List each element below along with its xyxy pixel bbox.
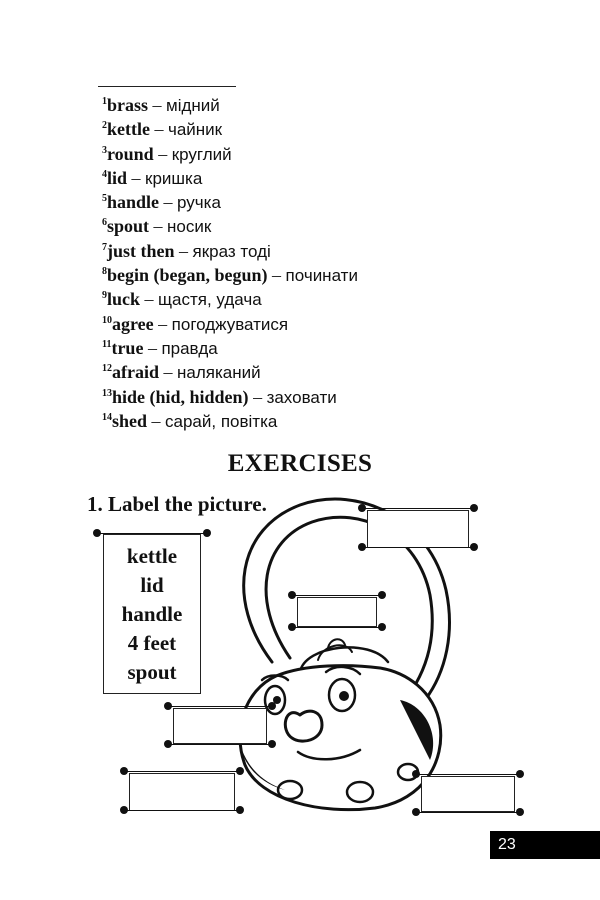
glossary-word: agree	[112, 313, 154, 334]
dash: –	[152, 95, 162, 115]
footnote-number: 2	[102, 120, 107, 132]
word-bank-item: handle	[121, 602, 183, 626]
dash: –	[151, 410, 161, 431]
dash: –	[144, 289, 154, 310]
footnote-number: 10	[102, 314, 112, 326]
glossary-word: round	[107, 143, 154, 164]
exercise-instruction: 1. Label the picture.	[87, 492, 267, 516]
word-bank-item: spout	[127, 660, 177, 684]
footnote-number: 7	[102, 241, 107, 253]
dash: –	[158, 313, 168, 334]
dash: –	[153, 216, 163, 237]
glossary-translation: якраз тоді	[192, 241, 271, 261]
footnote-number: 4	[102, 168, 107, 180]
page-number: 23	[490, 831, 600, 859]
footnote-number: 12	[102, 363, 112, 375]
dash: –	[163, 192, 173, 213]
glossary-translation: носик	[167, 217, 212, 237]
foot	[347, 782, 373, 802]
glossary-translation: починати	[285, 266, 358, 286]
footnote-number: 13	[102, 387, 112, 399]
word-bank-item: 4 feet	[127, 631, 177, 655]
glossary-translation: мідний	[166, 96, 220, 115]
glossary-translation: погоджуватися	[171, 314, 289, 334]
glossary-word: true	[111, 337, 144, 358]
footnote-number: 5	[102, 193, 107, 205]
glossary-translation: ручка	[177, 193, 221, 213]
glossary-translation: чайник	[167, 120, 223, 140]
glossary-translation: заховати	[266, 387, 337, 407]
exercises-heading: EXERCISES	[227, 450, 373, 477]
dash: –	[163, 362, 173, 383]
footnote-number: 8	[102, 266, 107, 278]
glossary-translation: круглий	[171, 144, 232, 164]
footnote-number: 11	[102, 338, 112, 350]
glossary-translation: правда	[161, 338, 218, 358]
glossary-word: shed	[112, 410, 148, 431]
glossary-word: handle	[107, 192, 160, 213]
dash: –	[253, 386, 263, 407]
glossary-word: hide (hid, hidden)	[112, 386, 249, 407]
glossary-translation: наляканий	[177, 363, 261, 383]
dash: –	[154, 119, 164, 140]
word-bank-item: lid	[140, 573, 164, 597]
glossary-translation: кришка	[145, 168, 203, 188]
glossary-word: luck	[107, 289, 141, 310]
word-bank-knob	[93, 529, 101, 537]
glossary-translation: сарай, повітка	[165, 411, 278, 431]
dash: –	[131, 167, 141, 188]
word-bank-knob	[203, 529, 211, 537]
dash: –	[158, 143, 168, 164]
footnote-number: 1	[102, 96, 107, 107]
glossary-word: begin (began, begun)	[107, 265, 268, 286]
dash: –	[179, 240, 189, 261]
word-bank-item: kettle	[126, 544, 178, 568]
glossary-word: lid	[107, 167, 128, 188]
word-bank	[103, 534, 201, 694]
glossary-translation: щастя, удача	[158, 290, 262, 310]
footnote-number: 14	[102, 411, 112, 423]
dash: –	[272, 265, 282, 286]
footnote-number: 9	[102, 290, 107, 302]
glossary-word: afraid	[112, 362, 159, 383]
footnote-number: 6	[102, 217, 107, 229]
foot	[278, 781, 302, 799]
glossary-word: brass	[107, 95, 149, 115]
glossary-word: just then	[107, 240, 175, 261]
glossary-word: kettle	[107, 119, 150, 140]
glossary-word: spout	[107, 216, 150, 237]
dash: –	[147, 337, 157, 358]
footnote-number: 3	[102, 144, 107, 156]
